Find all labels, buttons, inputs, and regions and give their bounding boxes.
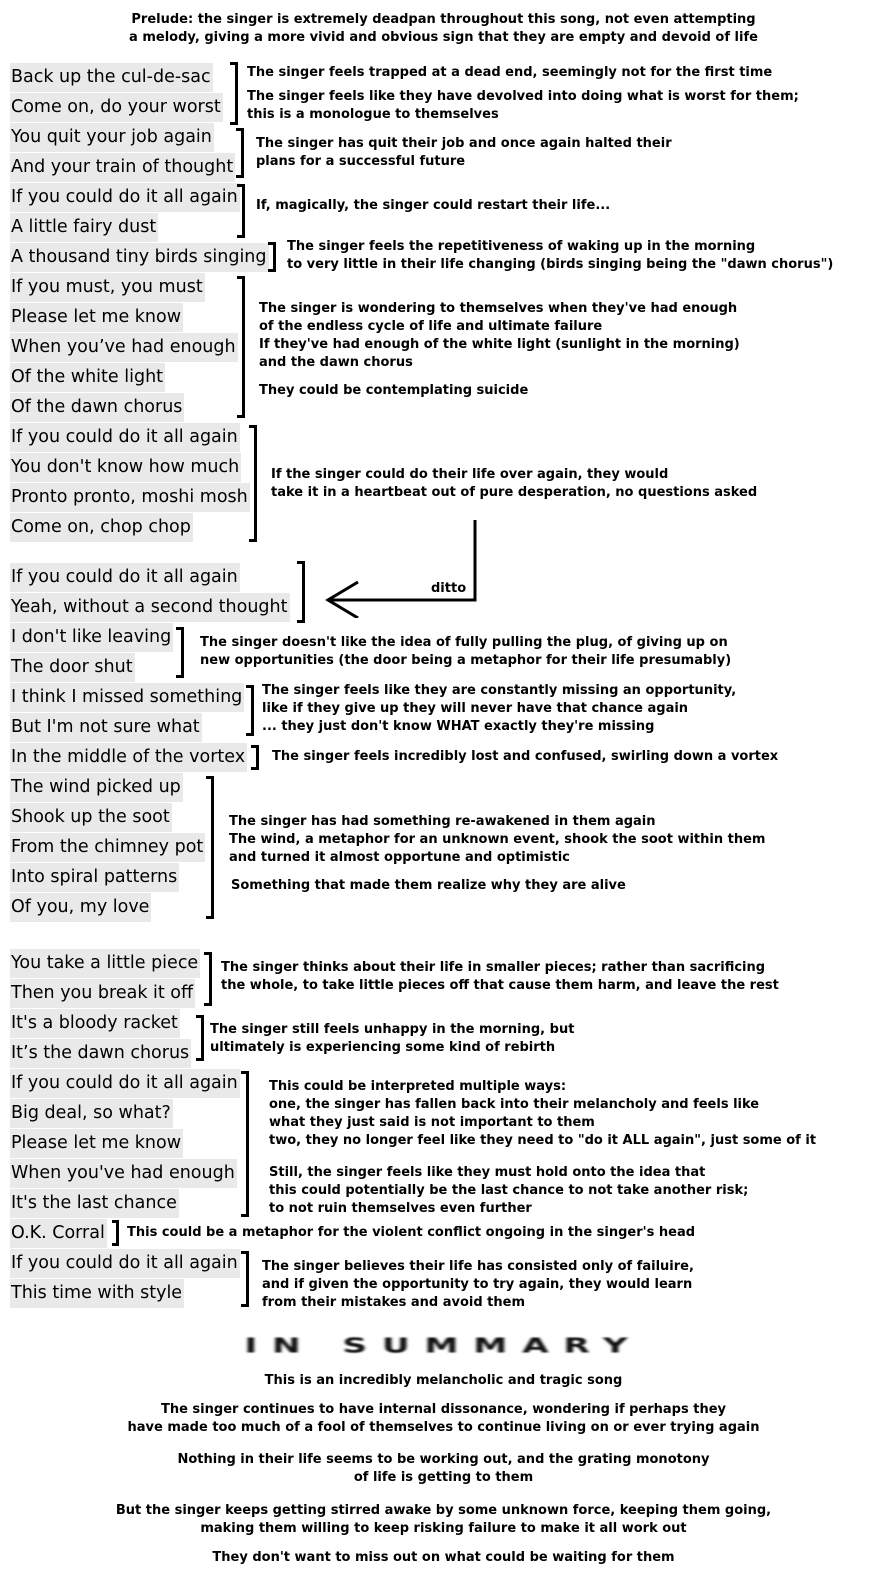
lyric-line: The door shut [10, 653, 135, 682]
lyric-line: Come on, chop chop [10, 513, 193, 542]
lyric-line: Big deal, so what? [10, 1099, 173, 1128]
annotation-line: from their mistakes and avoid them [262, 1295, 526, 1310]
summary-line: making them willing to keep risking failure to make it all work out [200, 1521, 687, 1536]
lyric-line: You take a little piece [10, 949, 200, 978]
lyric-line: Of the dawn chorus [10, 393, 184, 422]
annotation-line: The singer feels like they are constantly missing an opportunity, [262, 683, 737, 698]
lyric-line: Come on, do your worst [10, 93, 223, 122]
summary-line: Nothing in their life seems to be working out, and the grating monotony [177, 1452, 710, 1467]
lyric-line: Then you break it off [10, 979, 195, 1008]
prelude-note [0, 11, 887, 47]
annotation-line: to not ruin themselves even further [269, 1201, 532, 1216]
lyric-bracket [246, 685, 254, 736]
annotation-line: and if given the opportunity to try again, they would learn [262, 1277, 693, 1292]
annotation-line: two, they no longer feel like they need to "do it ALL again", just some of it [269, 1133, 817, 1148]
annotation-line: to very little in their life changing (birds singing being the "dawn chorus") [287, 257, 834, 272]
annotation-line: This could be a metaphor for the violent conflict ongoing in the singer's head [127, 1225, 696, 1240]
ditto-arrow-icon [320, 518, 485, 618]
lyric-line: When you’ve had enough [10, 333, 238, 362]
annotation-line: this could potentially be the last chance to not take another risk; [269, 1183, 749, 1198]
annotation-line: Something that made them realize why they are alive [231, 878, 626, 893]
summary-line: This is an incredibly melancholic and tragic song [264, 1373, 623, 1388]
annotation-line: The singer still feels unhappy in the morning, but [210, 1022, 575, 1037]
summary-title: IN SUMMARY [244, 1334, 643, 1358]
prelude-line: a melody, giving a more vivid and obvious sign that they are empty and devoid of life [129, 30, 758, 45]
annotation-line: take it in a heartbeat out of pure desperation, no questions asked [271, 485, 758, 500]
summary-line: have made too much of a fool of themselves to continue living on or ever trying again [127, 1420, 760, 1435]
lyric-line: Pronto pronto, moshi mosh [10, 483, 250, 512]
lyric-line: When you've had enough [10, 1159, 237, 1188]
annotation-line: and the dawn chorus [259, 355, 413, 370]
lyric-line: If you could do it all again [10, 423, 240, 452]
lyric-bracket [268, 242, 276, 272]
annotation-line: new opportunities (the door being a metaphor for their life presumably) [200, 653, 732, 668]
annotation-line: The singer feels the repetitiveness of waking up in the morning [287, 239, 756, 254]
lyric-bracket [237, 276, 245, 418]
annotation-line: The singer feels incredibly lost and confused, swirling down a vortex [272, 749, 779, 764]
annotation-line: of the endless cycle of life and ultimate failure [259, 319, 603, 334]
lyric-bracket [241, 1071, 249, 1217]
lyric-line: Back up the cul-de-sac [10, 63, 213, 92]
lyric-bracket [206, 776, 214, 919]
lyric-line: A little fairy dust [10, 213, 158, 242]
lyric-line: If you could do it all again [10, 1249, 240, 1278]
annotation-line: The singer thinks about their life in smaller pieces; rather than sacrificing [221, 960, 766, 975]
annotation-line: The singer feels trapped at a dead end, seemingly not for the first time [247, 65, 773, 80]
summary-line: But the singer keeps getting stirred awake by some unknown force, keeping them going, [115, 1503, 772, 1518]
annotation-line: They could be contemplating suicide [259, 383, 529, 398]
lyric-bracket [236, 128, 244, 178]
annotation-line: The singer believes their life has consisted only of failuire, [262, 1259, 694, 1274]
lyric-bracket [176, 627, 184, 678]
lyric-line: Into spiral patterns [10, 863, 179, 892]
lyric-line: From the chimney pot [10, 833, 205, 862]
summary-line: They don't want to miss out on what could be waiting for them [212, 1550, 675, 1565]
annotation-line: and turned it almost opportune and optimistic [229, 850, 570, 865]
annotation-line: The singer has quit their job and once again halted their [256, 136, 672, 151]
lyric-line: It’s the dawn chorus [10, 1039, 191, 1068]
annotation-line: plans for a successful future [256, 154, 466, 169]
annotation-line: If the singer could do their life over again, they would [271, 467, 669, 482]
lyric-line: Shook up the soot [10, 803, 172, 832]
lyric-line: Of you, my love [10, 893, 151, 922]
annotation-line: The singer is wondering to themselves when they've had enough [259, 301, 738, 316]
lyric-line: Please let me know [10, 1129, 183, 1158]
lyric-line: If you must, you must [10, 273, 205, 302]
lyric-line: It's the last chance [10, 1189, 179, 1218]
lyric-bracket [251, 745, 259, 770]
lyric-line: If you could do it all again [10, 563, 240, 592]
annotation-line: The singer feels like they have devolved into doing what is worst for them; [247, 89, 799, 104]
annotation-line: The singer has had something re-awakened in them again [229, 814, 656, 829]
annotation-line: ultimately is experiencing some kind of rebirth [210, 1040, 556, 1055]
annotation-line: ... they just don't know WHAT exactly they're missing [262, 719, 655, 734]
lyric-line: And your train of thought [10, 153, 235, 182]
lyric-line: Of the white light [10, 363, 165, 392]
lyric-line: If you could do it all again [10, 1069, 240, 1098]
lyric-bracket [230, 62, 238, 125]
annotation-line: If they've had enough of the white light (sunlight in the morning) [259, 337, 740, 352]
lyric-bracket [237, 184, 245, 238]
lyric-line: You don't know how much [10, 453, 241, 482]
annotation-line: The singer doesn't like the idea of fully pulling the plug, of giving up on [200, 635, 728, 650]
annotation-line: The wind, a metaphor for an unknown event, shook the soot within them [229, 832, 766, 847]
lyric-line: O.K. Corral [10, 1219, 107, 1248]
lyric-bracket [196, 1015, 204, 1061]
annotation-line: one, the singer has fallen back into their melancholy and feels like [269, 1097, 760, 1112]
summary-line: of life is getting to them [353, 1470, 534, 1485]
lyric-bracket [249, 425, 257, 542]
lyric-line: But I'm not sure what [10, 713, 202, 742]
lyric-line: You quit your job again [10, 123, 214, 152]
annotation-line: the whole, to take little pieces off that cause them harm, and leave the rest [221, 978, 779, 993]
annotation-line: If, magically, the singer could restart their life... [256, 198, 611, 213]
lyric-line: I don't like leaving [10, 623, 173, 652]
annotation-line: this is a monologue to themselves [247, 107, 499, 122]
lyric-bracket [204, 952, 212, 1006]
lyric-line: The wind picked up [10, 773, 183, 802]
lyric-line: It's a bloody racket [10, 1009, 180, 1038]
annotation-line: what they just said is not important to them [269, 1115, 595, 1130]
annotation-line: ditto [431, 581, 467, 596]
lyric-bracket [297, 561, 305, 623]
lyric-line: Yeah, without a second thought [10, 593, 290, 622]
lyric-bracket [112, 1220, 119, 1246]
annotation-line: This could be interpreted multiple ways: [269, 1079, 567, 1094]
lyric-line: In the middle of the vortex [10, 743, 247, 772]
lyric-line: I think I missed something [10, 683, 244, 712]
lyric-line: This time with style [10, 1279, 184, 1308]
lyric-line: Please let me know [10, 303, 183, 332]
annotation-line: like if they give up they will never have that chance again [262, 701, 689, 716]
lyric-bracket [241, 1251, 249, 1307]
annotation-line: Still, the singer feels like they must hold onto the idea that [269, 1165, 706, 1180]
lyric-line: If you could do it all again [10, 183, 240, 212]
summary-line: The singer continues to have internal dissonance, wondering if perhaps they [160, 1402, 727, 1417]
lyric-line: A thousand tiny birds singing [10, 243, 269, 272]
prelude-line: Prelude: the singer is extremely deadpan throughout this song, not even attempting [131, 12, 756, 27]
